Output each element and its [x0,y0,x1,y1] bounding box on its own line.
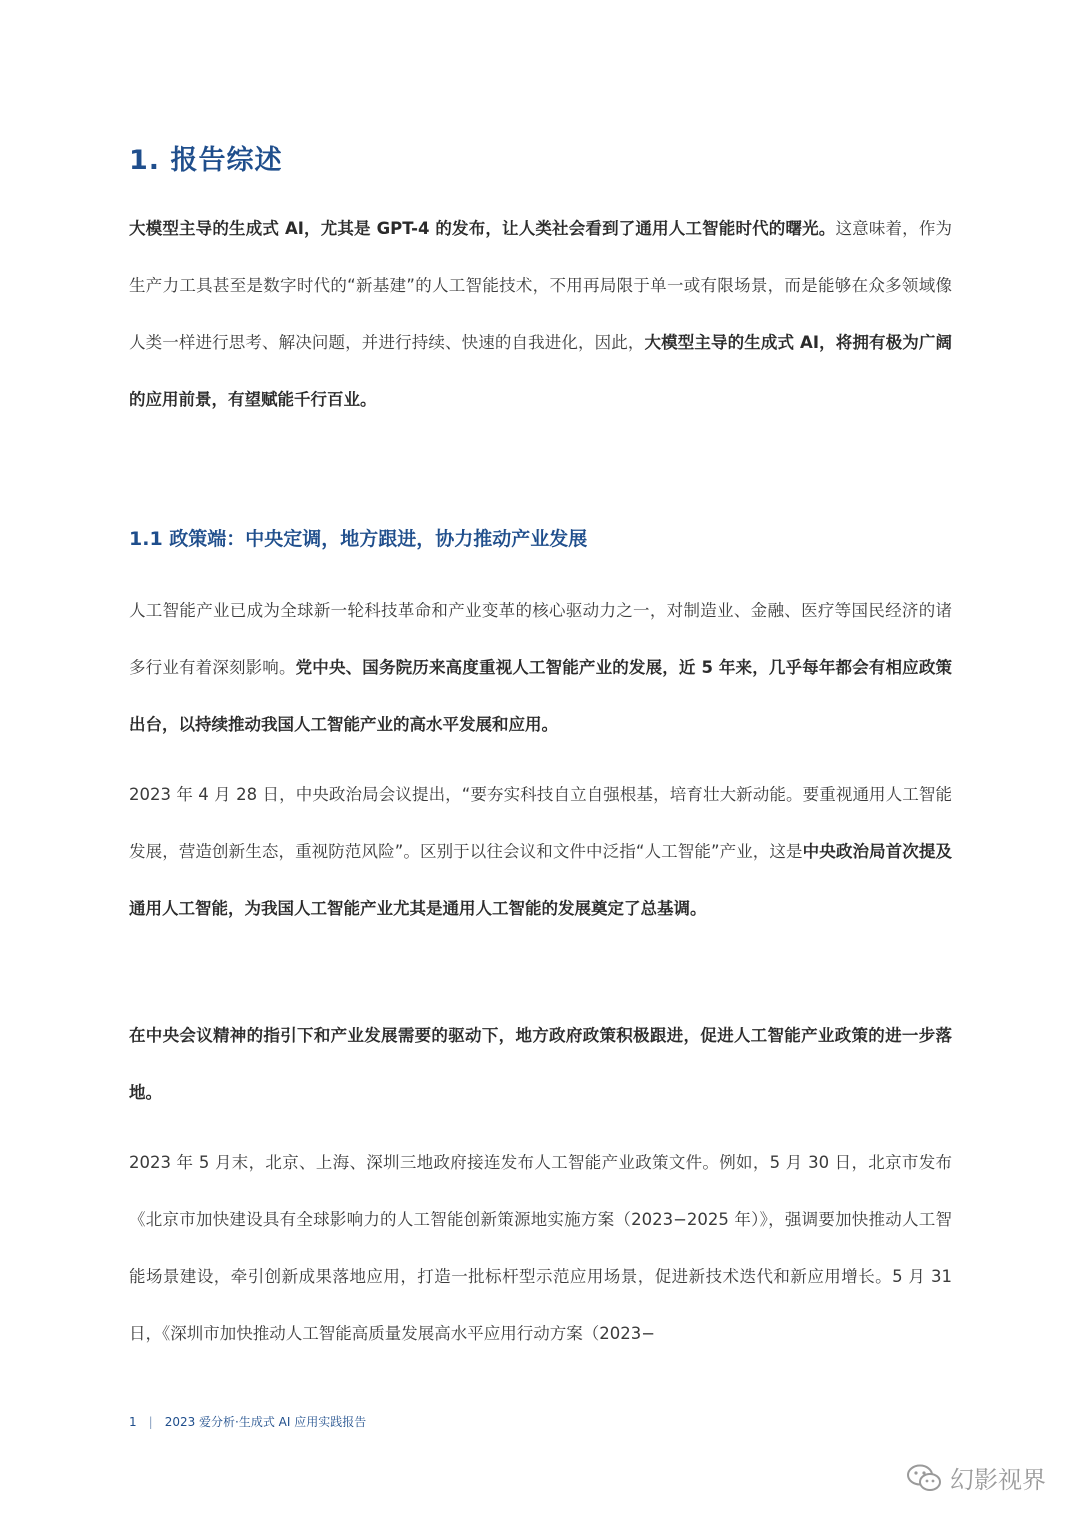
footer-report-title: 2023 爱分析·生成式 AI 应用实践报告 [164,1415,367,1429]
body-text: 2023 年 4 月 28 日，中央政治局会议提出，“要夯实科技自立自强根基，培育壮大新动能。要重视通用人工智能发展，营造创新生态，重视防范风险”。区别于以往会议和文件中泛指“人工智能”产业，这是 [129,785,952,861]
paragraph-overview [129,200,952,428]
paragraph-politburo [129,766,952,937]
bold-text: 中央政治局首次提及通用人工智能，为我国人工智能产业尤其是通用人工智能的发展奠定了总基调。 [129,842,952,918]
footer-separator: | [148,1415,153,1429]
section-heading: 1.1 政策端：中央定调，地方跟进，协力推动产业发展 [129,528,588,550]
watermark [906,1460,1046,1495]
bold-text: 大模型主导的生成式 AI，将拥有极为广阔的应用前景，有望赋能千行百业。 [129,333,952,409]
paragraph-local-policy [129,1007,952,1121]
page-number: 1 [129,1415,137,1429]
bold-text: 大模型主导的生成式 AI，尤其是 GPT-4 的发布，让人类社会看到了通用人工智能时代的曙光。 [129,219,836,238]
body-text: 2023 年 5 月末，北京、上海、深圳三地政府接连发布人工智能产业政策文件。例如，5 月 30 日，北京市发布《北京市加快建设具有全球影响力的人工智能创新策源地实施方案（2023−2025 年）》，强调要加快推动人工智能场景建设，牵引创新成果落地应用，打造一批标杆型示范应用场景，促进新技术迭代和新应用增长。5 月 31 日，《深圳市加快推动人工智能高质量发展高水平应用行动方案（2023− [129,1153,952,1343]
body-text: 这意味着，作为生产力工具甚至是数字时代的“新基建”的人工智能技术，不用再局限于单一或有限场景，而是能够在众多领域像人类一样进行思考、解决问题，并进行持续、快速的自我进化，因此， [129,219,953,352]
paragraph-city-policies [129,1134,952,1362]
bold-text: 党中央、国务院历来高度重视人工智能产业的发展，近 5 年来，几乎每年都会有相应政策出台，以持续推动我国人工智能产业的高水平发展和应用。 [129,658,952,734]
watermark-text: 幻影视界 [950,1466,1046,1494]
page-footer [129,1413,366,1430]
paragraph-policy-intro [129,582,952,753]
bold-text: 在中央会议精神的指引下和产业发展需要的驱动下，地方政府政策积极跟进，促进人工智能产业政策的进一步落地。 [129,1026,952,1102]
wechat-icon [906,1463,942,1493]
page-title: 1. 报告综述 [129,145,283,176]
body-text: 人工智能产业已成为全球新一轮科技革命和产业变革的核心驱动力之一，对制造业、金融、医疗等国民经济的诸多行业有着深刻影响。 [129,601,952,677]
